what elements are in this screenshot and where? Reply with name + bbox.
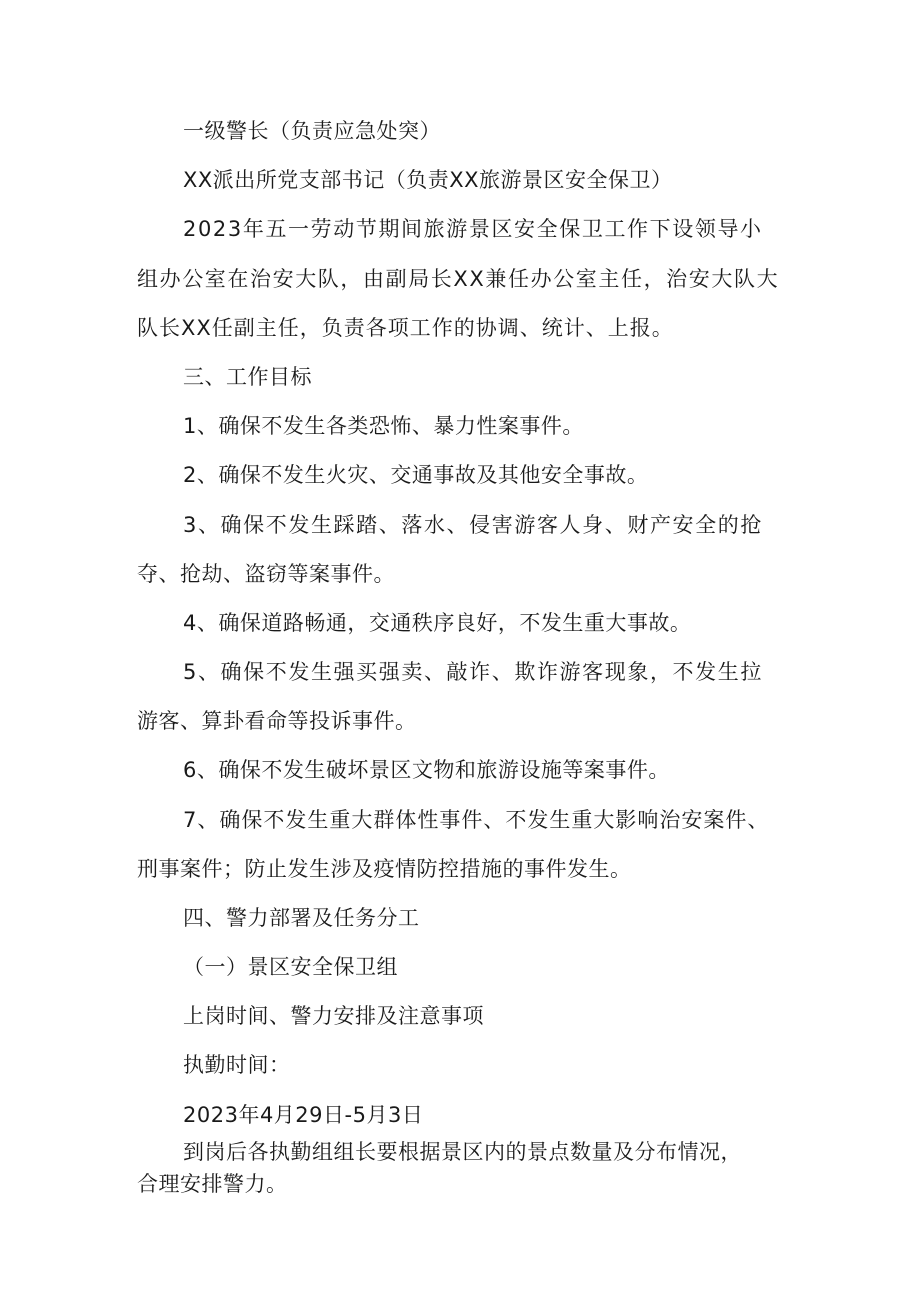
paragraph-line: 到岗后各执勤组组长要根据景区内的景点数量及分布情况， (183, 1140, 742, 1164)
text-line: XX派出所党支部书记（负责XX旅游景区安全保卫） (183, 168, 673, 192)
date-range: 2023年4月29日-5月3日 (183, 1103, 424, 1127)
list-item: 3、确保不发生踩踏、落水、侵害游客人身、财产安全的抢 (183, 513, 763, 537)
list-item: 7、确保不发生重大群体性事件、不发生重大影响治安案件、 (183, 808, 770, 832)
list-item-continuation: 夺、抢劫、盗窃等案事件。 (137, 562, 395, 586)
section-heading: 四、警力部署及任务分工 (183, 906, 420, 930)
list-item-continuation: 游客、算卦看命等投诉事件。 (137, 709, 417, 733)
subsection-heading: （一）景区安全保卫组 (183, 955, 398, 979)
list-item: 1、确保不发生各类恐怖、暴力性案事件。 (183, 414, 584, 438)
list-item: 2、确保不发生火灾、交通事故及其他安全事故。 (183, 463, 649, 487)
paragraph-line: 合理安排警力。 (137, 1172, 288, 1196)
text-line: 上岗时间、警力安排及注意事项 (183, 1004, 484, 1028)
text-line: 一级警长（负责应急处突） (183, 119, 441, 143)
text-line: 执勤时间： (183, 1053, 291, 1077)
list-item: 6、确保不发生破坏景区文物和旅游设施等案事件。 (183, 758, 670, 782)
paragraph-line: 组办公室在治安大队，由副局长XX兼任办公室主任，治安大队大 (137, 267, 780, 291)
paragraph-line: 队长XX任副主任，负责各项工作的协调、统计、上报。 (137, 316, 674, 340)
list-item-continuation: 刑事案件；防止发生涉及疫情防控措施的事件发生。 (137, 857, 632, 881)
section-heading: 三、工作目标 (183, 365, 312, 389)
paragraph-line: 2023年五一劳动节期间旅游景区安全保卫工作下设领导小 (183, 217, 763, 241)
list-item: 5、确保不发生强买强卖、敲诈、欺诈游客现象，不发生拉 (183, 660, 763, 684)
list-item: 4、确保道路畅通，交通秩序良好，不发生重大事故。 (183, 611, 692, 635)
